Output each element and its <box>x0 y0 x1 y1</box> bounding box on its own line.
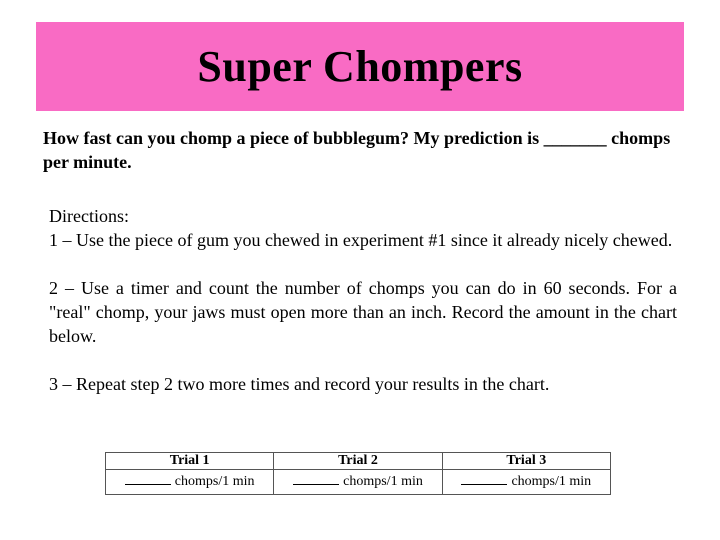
table-header-row <box>106 453 611 470</box>
cell-unit-label: chomps/1 min <box>343 474 423 489</box>
table-cell-trial-1[interactable] <box>106 470 274 495</box>
directions-heading: Directions: <box>49 206 129 226</box>
direction-step-3: 3 – Repeat step 2 two more times and record your results in the chart. <box>49 374 550 394</box>
cell-unit-label: chomps/1 min <box>174 474 255 489</box>
table-header-trial-2: Trial 2 <box>274 453 442 470</box>
prediction-question: How fast can you chomp a piece of bubblegum? My prediction is _______ chomps per minute. <box>43 128 671 172</box>
title-banner <box>36 22 684 111</box>
blank-line <box>293 484 339 485</box>
page-title: Super Chompers <box>197 42 523 91</box>
table-cell-trial-2[interactable] <box>274 470 442 495</box>
directions-section <box>49 204 677 396</box>
table-row <box>106 470 611 495</box>
table-cell-trial-3[interactable] <box>442 470 610 495</box>
blank-line <box>461 484 507 485</box>
trials-table <box>105 452 611 495</box>
blank-line <box>125 484 171 485</box>
direction-step-1: 1 – Use the piece of gum you chewed in experiment #1 since it already nicely chewed. <box>49 230 673 250</box>
table-header-trial-1: Trial 1 <box>106 453 274 470</box>
direction-step-2: 2 – Use a timer and count the number of chomps you can do in 60 seconds. For a "real" chomp, your jaws must open more than an inch. Record the amount in the chart below. <box>49 278 677 346</box>
table-header-trial-3: Trial 3 <box>442 453 610 470</box>
cell-unit-label: chomps/1 min <box>511 474 592 489</box>
